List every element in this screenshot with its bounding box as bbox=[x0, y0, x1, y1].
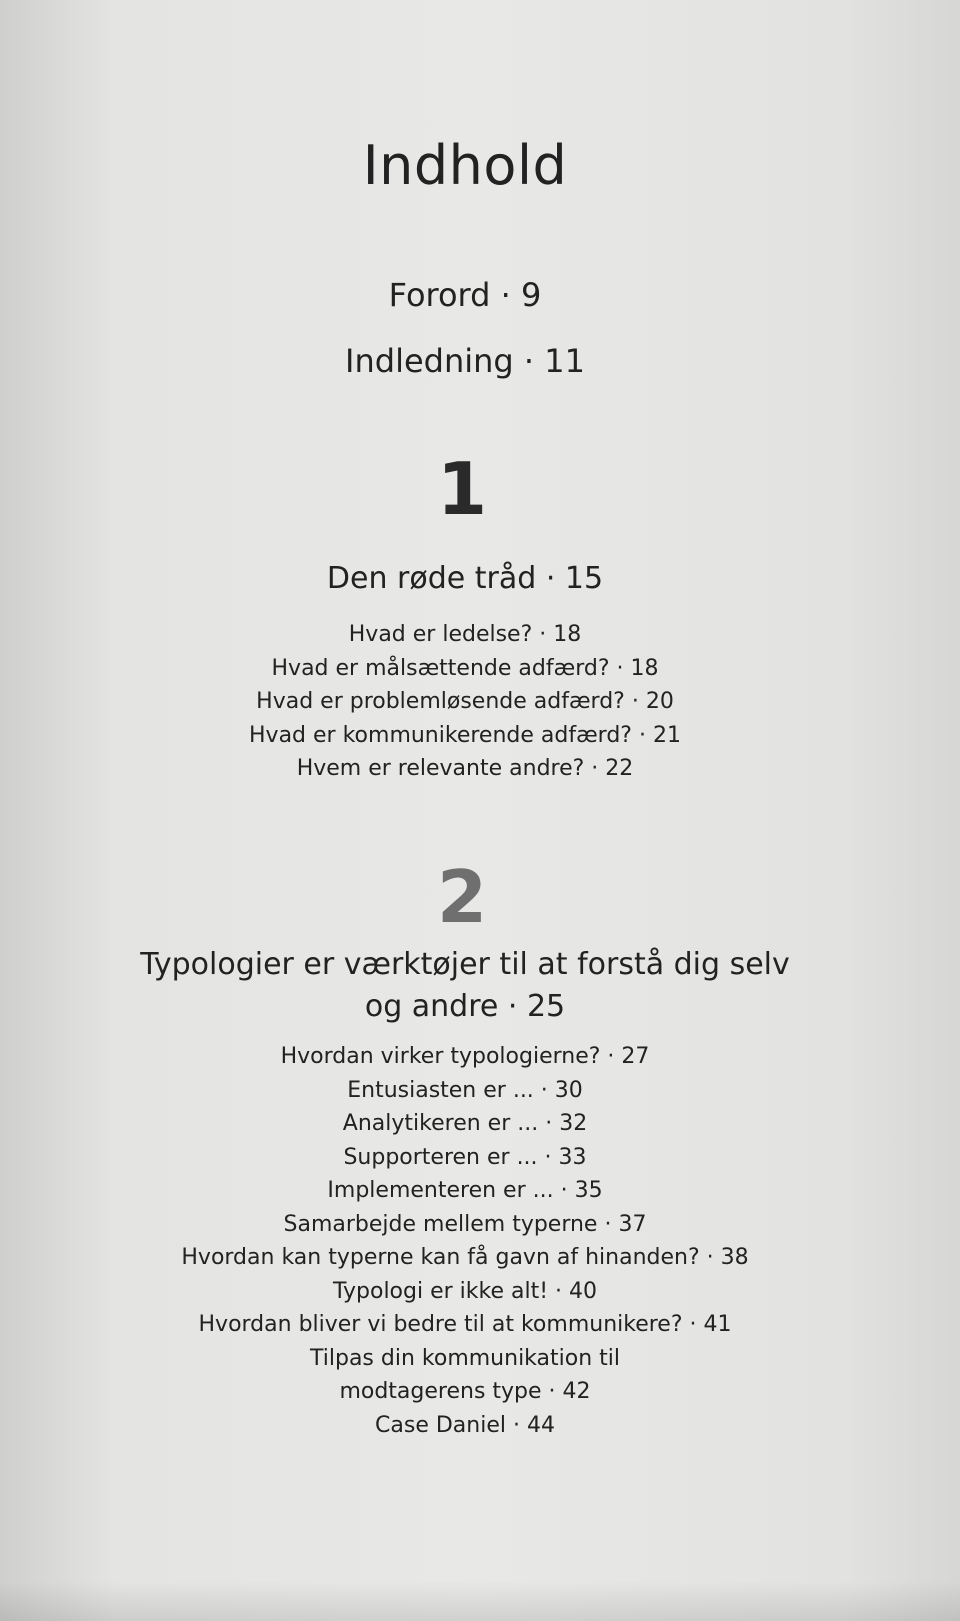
toc-entry: Samarbejde mellem typerne · 37 bbox=[283, 1211, 647, 1237]
part-title-2-line1: Typologier er værktøjer til at forstå dig selv bbox=[140, 947, 790, 982]
toc-entry: Case Daniel · 44 bbox=[375, 1412, 555, 1438]
toc-entry: Hvem er relevante andre? · 22 bbox=[296, 756, 634, 781]
part-number-1: 1 bbox=[436, 447, 488, 531]
toc-entry: modtagerens type · 42 bbox=[339, 1379, 591, 1404]
toc-entry: Hvordan virker typologierne? · 27 bbox=[280, 1044, 650, 1069]
part-title-2-line2: og andre · 25 bbox=[364, 989, 566, 1024]
page-bottom-shadow bbox=[0, 1581, 960, 1621]
part-1-entries bbox=[0, 618, 930, 786]
toc-entry: Hvordan bliver vi bedre til at kommunikere? · 41 bbox=[198, 1312, 732, 1337]
front-matter-forord: Forord · 9 bbox=[388, 276, 542, 314]
toc-entry: Hvad er målsættende adfærd? · 18 bbox=[271, 655, 659, 681]
toc-entry: Hvad er kommunikerende adfærd? · 21 bbox=[249, 722, 681, 748]
toc-entry: Entusiasten er ... · 30 bbox=[347, 1077, 583, 1103]
page-title: Indhold bbox=[362, 134, 568, 197]
toc-entry: Implementeren er ... · 35 bbox=[327, 1178, 603, 1203]
part-title-1: Den røde tråd · 15 bbox=[326, 561, 604, 596]
part-2-entries bbox=[0, 1040, 930, 1442]
front-matter-indledning: Indledning · 11 bbox=[345, 342, 585, 380]
toc-entry: Typologi er ikke alt! · 40 bbox=[332, 1278, 598, 1304]
part-number-2: 2 bbox=[436, 855, 488, 939]
toc-entry: Supporteren er ... · 33 bbox=[343, 1144, 587, 1170]
toc-entry: Tilpas din kommunikation til bbox=[310, 1345, 620, 1371]
toc-entry: Analytikeren er ... · 32 bbox=[342, 1111, 588, 1136]
toc-entry: Hvad er ledelse? · 18 bbox=[348, 622, 582, 647]
toc-entry: Hvad er problemløsende adfærd? · 20 bbox=[256, 689, 674, 714]
toc-entry: Hvordan kan typerne kan få gavn af hinanden? · 38 bbox=[181, 1245, 749, 1270]
part-title-2 bbox=[0, 944, 930, 1028]
